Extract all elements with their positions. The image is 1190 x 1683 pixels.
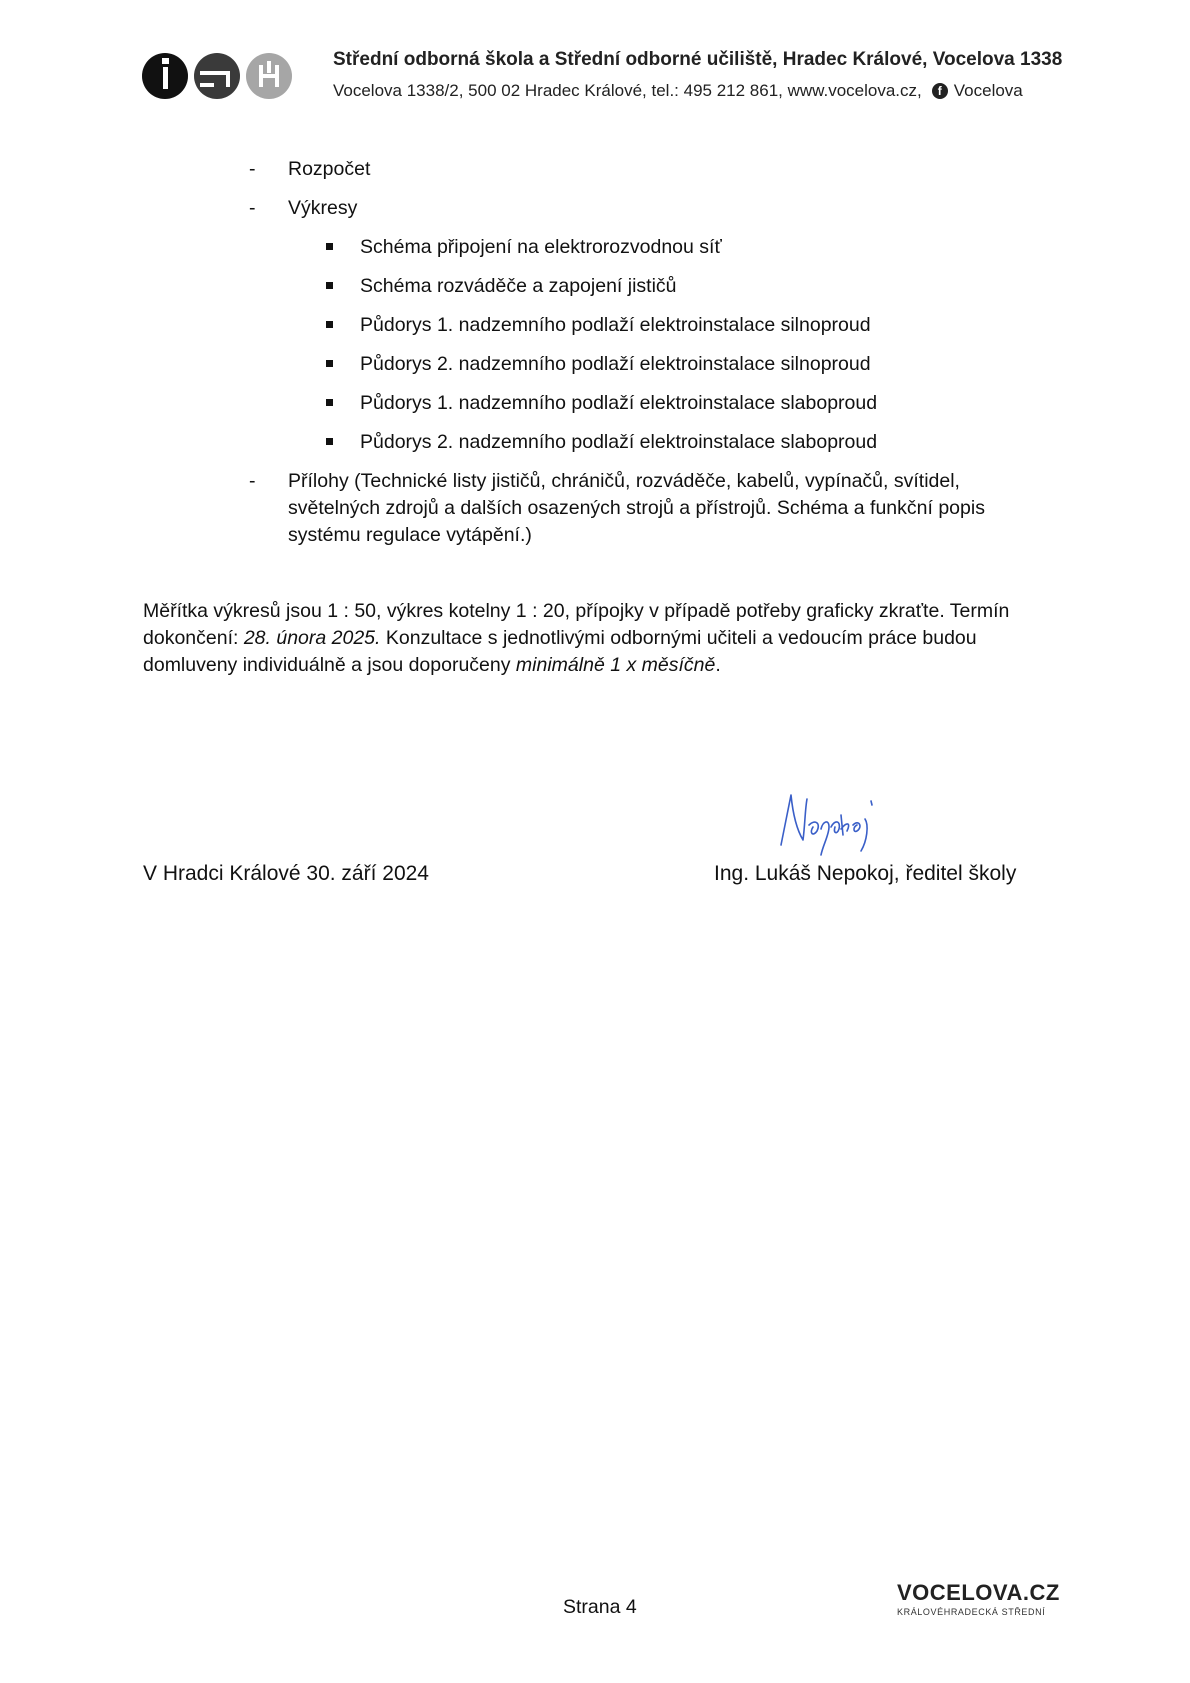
square-bullet-icon	[326, 399, 333, 406]
logo-circle-pipe-icon	[194, 53, 240, 99]
school-name: Střední odborná škola a Střední odborné učiliště, Hradec Králové, Vocelova 1338	[333, 49, 1063, 70]
brand-name: VOCELOVA.CZ	[897, 1580, 1060, 1605]
square-bullet-icon	[326, 282, 333, 289]
consultation-frequency: minimálně 1 x měsíčně	[515, 654, 716, 676]
brand-logo	[897, 1580, 1060, 1617]
sublist-item-label: Schéma rozváděče a zapojení jističů	[360, 275, 677, 297]
facebook-icon: f	[932, 83, 948, 99]
sublist-item-label: Půdorys 1. nadzemního podlaží elektroinstalace silnoproud	[360, 314, 871, 336]
paragraph-text: Měřítka výkresů jsou 1 : 50, výkres kotelny 1 : 20, přípojky v případě potřeby graficky zkraťte. Termín dokončení:	[143, 600, 1010, 649]
brand-subtitle: KRÁLOVÉHRADECKÁ STŘEDNÍ	[897, 1607, 1046, 1617]
sublist-item-label: Schéma připojení na elektrorozvodnou síť	[360, 236, 722, 258]
paragraph-text: .	[715, 654, 721, 676]
page-number: Strana 4	[563, 1596, 637, 1618]
school-contact	[333, 81, 1023, 101]
square-bullet-icon	[326, 438, 333, 445]
school-logo	[142, 53, 292, 99]
deadline-date: 28. února 2025.	[243, 627, 381, 649]
logo-circle-plug-icon	[246, 53, 292, 99]
signatory-name: Ing. Lukáš Nepokoj, ředitel školy	[714, 862, 1017, 885]
sublist-item-label: Půdorys 1. nadzemního podlaží elektroinstalace slaboproud	[360, 392, 878, 414]
dash-marker: -	[249, 158, 256, 180]
deadline-paragraph	[143, 598, 1063, 679]
place-and-date: V Hradci Králové 30. září 2024	[143, 862, 429, 885]
sublist-item-label: Půdorys 2. nadzemního podlaží elektroinstalace slaboproud	[360, 431, 878, 453]
handwritten-signature	[775, 785, 885, 860]
facebook-label: Vocelova	[953, 81, 1023, 100]
dash-marker: -	[249, 197, 256, 219]
paragraph-text: Konzultace s jednotlivými odbornými učiteli a vedoucím práce budou domluveny individuálně a jsou doporučeny	[143, 627, 977, 676]
square-bullet-icon	[326, 321, 333, 328]
logo-circle-info-icon	[142, 53, 188, 99]
square-bullet-icon	[326, 243, 333, 250]
square-bullet-icon	[326, 360, 333, 367]
list-item-label: Rozpočet	[288, 158, 371, 180]
list-item-label: Přílohy (Technické listy jističů, chráničů, rozváděče, kabelů, vypínačů, svítidel, světelných zdrojů a dalších osazených strojů a přístrojů. Schéma a funkční popis systému regulace vytápění.)	[288, 470, 985, 546]
dash-marker: -	[249, 470, 256, 492]
list-item-label: Výkresy	[288, 197, 358, 219]
contact-text: Vocelova 1338/2, 500 02 Hradec Králové, tel.: 495 212 861, www.vocelova.cz,	[333, 81, 922, 100]
sublist-item-label: Půdorys 2. nadzemního podlaží elektroinstalace silnoproud	[360, 353, 871, 375]
